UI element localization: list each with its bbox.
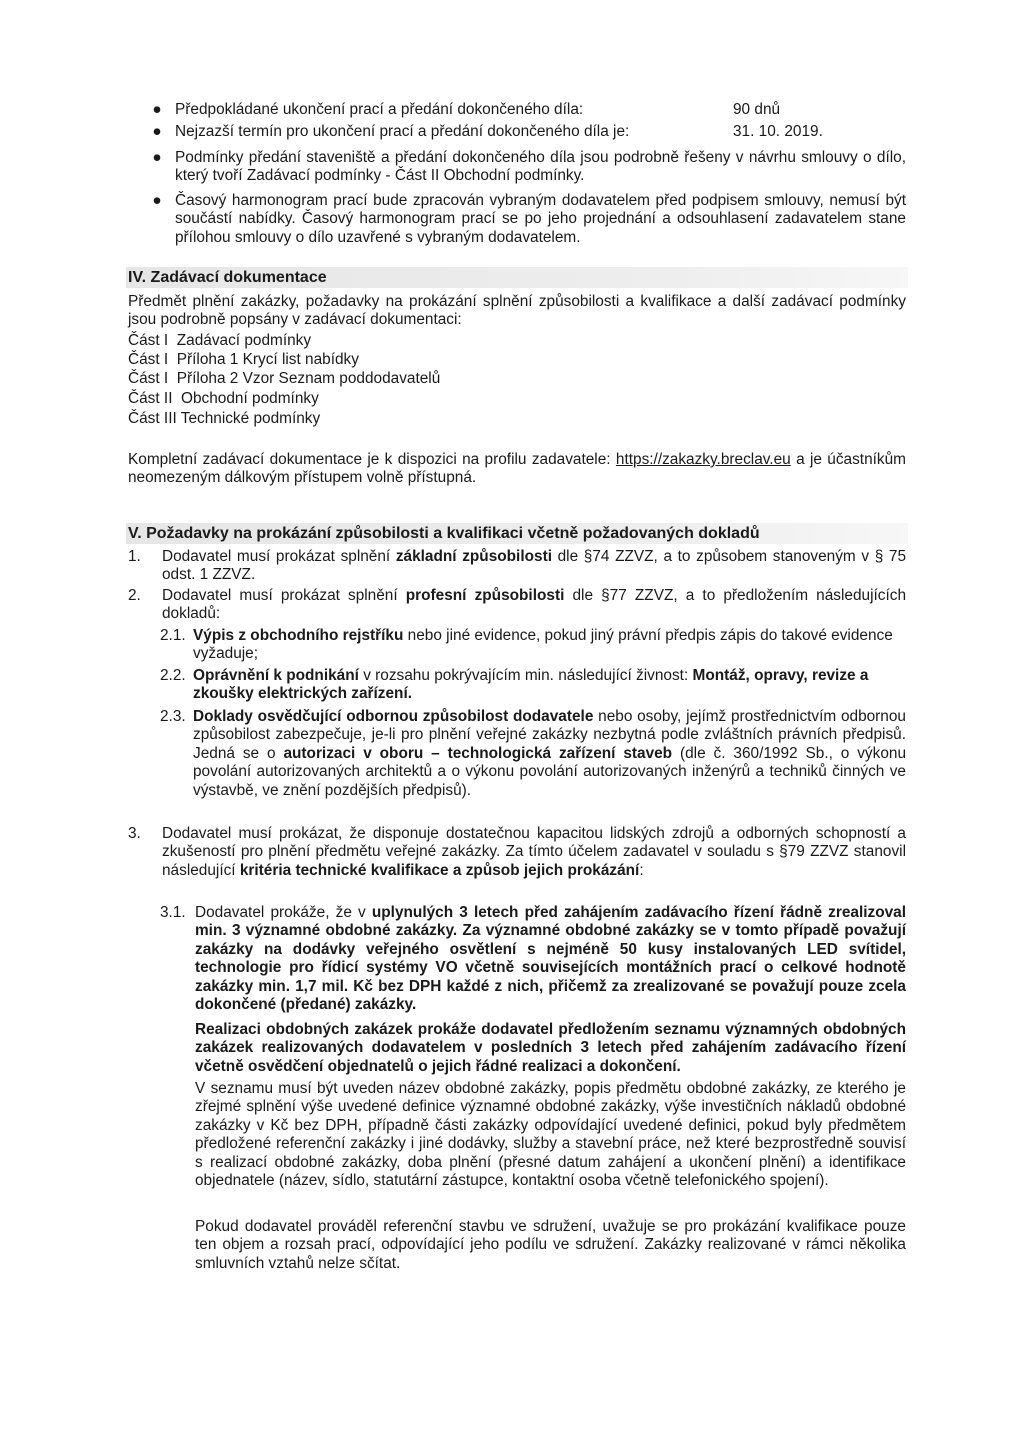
documentation-availability: Kompletní zadávací dokumentace je k dispozici na profilu zadavatele: https://zakazky.breclav.eu a je účastníkům neomezeným dálkovým přístupem volně přístupná. <box>128 451 906 487</box>
subitem-number: 3.1. <box>160 904 186 921</box>
item-professional-eligibility: Dodavatel musí prokázat splnění profesní způsobilosti dle §77 ZZVZ, a to předložením následujících dokladů: <box>162 587 907 623</box>
bullet-schedule: Časový harmonogram prací bude zpracován vybraným dodavatelem před podpisem smlouvy, nemusí být součástí nabídky. Časový harmonogram prací se po jeho projednání a odsouhlasení zadavatelem stane přílohou smlouvy o dílo uzavřené s vybraným dodavatelem. <box>175 192 906 246</box>
bullet-marker: ● <box>152 101 162 118</box>
joint-venture-note: Pokud dodavatel prováděl referenční stavbu ve sdružení, uvažuje se pro prokázání kvalifikace pouze ten objem a rozsah prací, odpovídající jeho podílu ve sdružení. Zakázky realizované v rámci několika smluvních vztahů nelze sčítat. <box>195 1218 906 1272</box>
bullet-marker: ● <box>152 123 162 140</box>
doc-list-item: Část III Technické podmínky <box>128 410 321 427</box>
item-number: 1. <box>128 548 141 565</box>
section-iv-intro: Předmět plnění zakázky, požadavky na prokázání splnění způsobilosti a kvalifikace a další zadávací podmínky jsou podrobně popsány v zadávací dokumentaci: <box>128 293 906 329</box>
bullet-site-handover: Podmínky předání staveniště a předání dokončeného díla jsou podrobně řešeny v návrhu smlouvy o dílo, který tvoří Zadávací podmínky - Část II Obchodní podmínky. <box>175 149 906 185</box>
bullet-deadline-label: Nejzazší termín pro ukončení prací a předání dokončeného díla je: <box>175 123 630 140</box>
item-basic-eligibility: Dodavatel musí prokázat splnění základní způsobilosti dle §74 ZZVZ, a to způsobem stanoveným v § 75 odst. 1 ZZVZ. <box>162 548 907 584</box>
bullet-marker: ● <box>152 149 162 166</box>
bullet-completion-label: Předpokládané ukončení prací a předání dokončeného díla: <box>175 101 584 118</box>
doc-list-item: Část II Obchodní podmínky <box>128 390 319 407</box>
subitem-number: 2.2. <box>160 667 186 684</box>
bullet-marker: ● <box>152 192 162 209</box>
doc-list-item: Část I Příloha 2 Vzor Seznam poddodavatelů <box>128 370 441 387</box>
section-v-heading: V. Požadavky na prokázání způsobilosti a kvalifikaci včetně požadovaných dokladů <box>126 523 908 544</box>
subitem-trade-license: Oprávnění k podnikání v rozsahu pokrývajícím min. následující živnost: Montáž, opravy, revize a zkoušky elektrických zařízení. <box>193 667 869 703</box>
bullet-completion-value: 90 dnů <box>733 101 781 118</box>
reference-list-proof: Realizaci obdobných zakázek prokáže dodavatel předložením seznamu významných obdobných zakázek realizovaných dodavatelem v posledních 3 letech před zahájením zadávacího řízení včetně osvědčení objednatelů o jejich řádné realizaci a dokončení. <box>195 1021 906 1075</box>
subitem-reference-contracts: Dodavatel prokáže, že v uplynulých 3 letech před zahájením zadávacího řízení řádně zrealizoval min. 3 významné obdobné zakázky. Za významné obdobné zakázky se v tomto případě považují zakázky na dodávky veřejného osvětlení s nejméně 50 kusy instalovaných LED svítidel, technologie pro řídicí systémy VO včetně souvisejících montážních prací o celkové hodnotě zakázky min. 1,7 mil. Kč bez DPH každé z nich, přičemž za zrealizované se považují pouze zcela dokončené (předané) zakázky. <box>195 904 907 1014</box>
subitem-professional-competence: Doklady osvědčující odbornou způsobilost dodavatele nebo osoby, jejímž prostřednictvím odbornou způsobilost zabezpečuje, je-li pro plnění veřejné zakázky nezbytná podle zvláštních právních předpisů. Jedná se o autorizaci v oboru – technologická zařízení staveb (dle č. 360/1992 Sb., o výkonu povolání autorizovaných architektů a o výkonu povolání autorizovaných inženýrů a techniků činných ve výstavbě, ve znění pozdějších předpisů). <box>193 708 907 799</box>
item-number: 3. <box>128 825 141 842</box>
doc-list-item: Část I Příloha 1 Krycí list nabídky <box>128 351 359 368</box>
item-number: 2. <box>128 587 141 604</box>
subitem-number: 2.3. <box>160 708 186 725</box>
profile-link[interactable]: https://zakazky.breclav.eu <box>615 451 791 468</box>
bullet-deadline-value: 31. 10. 2019. <box>733 123 823 140</box>
subitem-trade-register: Výpis z obchodního rejstříku nebo jiné evidence, pokud jiný právní předpis zápis do takové evidence vyžaduje; <box>193 627 893 663</box>
reference-list-contents: V seznamu musí být uveden název obdobné zakázky, popis předmětu obdobné zakázky, ze kterého je zřejmé splnění výše uvedené definice významné obdobné zakázky, výše investičních nákladů obdobné zakázky v Kč bez DPH, případně části zakázky odpovídající uvedené definici, pokud byly předmětem předložené referenční zakázky i jiné dodávky, služby a stavební práce, než které bezprostředně souvisí s realizací obdobné zakázky, doba plnění (přesné datum zahájení a ukončení plnění) a identifikace objednatele (název, sídlo, statutární zástupce, kontaktní osoba včetně telefonického spojení). <box>195 1080 906 1190</box>
subitem-number: 2.1. <box>160 627 186 644</box>
item-technical-qualification: Dodavatel musí prokázat, že disponuje dostatečnou kapacitou lidských zdrojů a odborných schopností a zkušeností pro plnění předmětu veřejné zakázky. Za tímto účelem zadavatel v souladu s §79 ZZVZ stanovil následující kritéria technické kvalifikace a způsob jejich prokázání: <box>162 825 906 879</box>
doc-list-item: Část I Zadávací podmínky <box>128 332 312 349</box>
section-iv-heading: IV. Zadávací dokumentace <box>126 267 908 288</box>
